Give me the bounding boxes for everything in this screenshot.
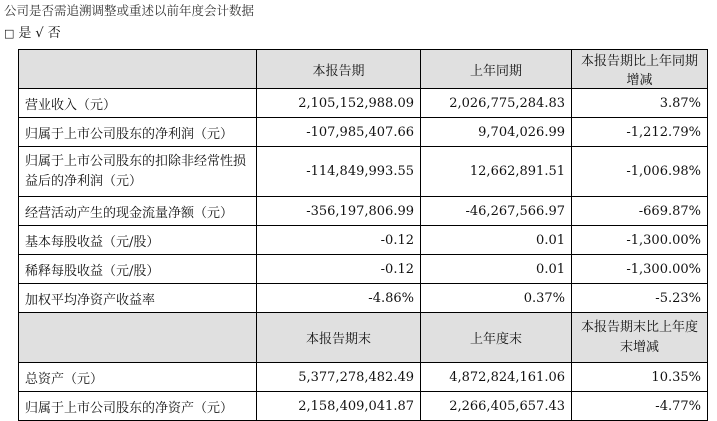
cell-prior: 12,662,891.51 (421, 147, 572, 197)
cell-current: 2,105,152,988.09 (257, 89, 421, 118)
header-cell-year-end-change: 本报告期末比上年度末增减 (572, 313, 708, 363)
table-header-row (19, 313, 708, 363)
cell-current: -107,985,407.66 (257, 118, 421, 147)
header-cell-current-period: 本报告期 (257, 50, 421, 89)
table-row (19, 226, 708, 255)
table-row (19, 363, 708, 392)
row-label: 营业收入（元） (19, 89, 257, 118)
header-cell-period-end: 本报告期末 (257, 313, 421, 363)
row-label: 加权平均净资产收益率 (19, 284, 257, 313)
table-row (19, 147, 708, 197)
cell-prior: 2,026,775,284.83 (421, 89, 572, 118)
restatement-options (4, 25, 61, 43)
header-cell-blank (19, 50, 257, 89)
checkmark-icon: √ (35, 26, 44, 41)
cell-change: -1,006.98% (572, 147, 708, 197)
table-row (19, 197, 708, 226)
header-cell-prior-period: 上年同期 (421, 50, 572, 89)
table-row (19, 392, 708, 421)
cell-change: -1,300.00% (572, 226, 708, 255)
cell-prior: 0.37% (421, 284, 572, 313)
section-caption: 公司是否需追溯调整或重述以前年度会计数据 (4, 3, 255, 18)
option-yes-label: 是 (18, 26, 32, 41)
table-row (19, 89, 708, 118)
cell-current: -0.12 (257, 226, 421, 255)
cell-prior: 2,266,405,657.43 (421, 392, 572, 421)
table-header-row (19, 50, 708, 89)
row-label: 归属于上市公司股东的净利润（元） (19, 118, 257, 147)
cell-change: 10.35% (572, 363, 708, 392)
cell-current: -4.86% (257, 284, 421, 313)
row-label: 经营活动产生的现金流量净额（元） (19, 197, 257, 226)
row-label: 归属于上市公司股东的净资产（元） (19, 392, 257, 421)
row-label: 稀释每股收益（元/股） (19, 255, 257, 284)
cell-change: 3.87% (572, 89, 708, 118)
header-cell-period-change: 本报告期比上年同期增减 (572, 50, 708, 89)
row-label: 基本每股收益（元/股） (19, 226, 257, 255)
cell-prior: 4,872,824,161.06 (421, 363, 572, 392)
checkbox-icon: □ (4, 27, 15, 40)
cell-prior: 9,704,026.99 (421, 118, 572, 147)
cell-current: -0.12 (257, 255, 421, 284)
financial-data-table (18, 49, 708, 421)
cell-change: -4.77% (572, 392, 708, 421)
cell-current: 2,158,409,041.87 (257, 392, 421, 421)
table-row (19, 118, 708, 147)
row-label: 总资产（元） (19, 363, 257, 392)
cell-current: -356,197,806.99 (257, 197, 421, 226)
table-row (19, 284, 708, 313)
option-no-label: 否 (47, 26, 61, 41)
header-cell-blank (19, 313, 257, 363)
cell-change: -1,212.79% (572, 118, 708, 147)
cell-current: -114,849,993.55 (257, 147, 421, 197)
cell-current: 5,377,278,482.49 (257, 363, 421, 392)
cell-change: -1,300.00% (572, 255, 708, 284)
cell-prior: 0.01 (421, 226, 572, 255)
cell-prior: -46,267,566.97 (421, 197, 572, 226)
cell-change: -5.23% (572, 284, 708, 313)
header-cell-prior-year-end: 上年度末 (421, 313, 572, 363)
table-row (19, 255, 708, 284)
cell-change: -669.87% (572, 197, 708, 226)
row-label: 归属于上市公司股东的扣除非经常性损益后的净利润（元） (19, 147, 257, 197)
cell-prior: 0.01 (421, 255, 572, 284)
